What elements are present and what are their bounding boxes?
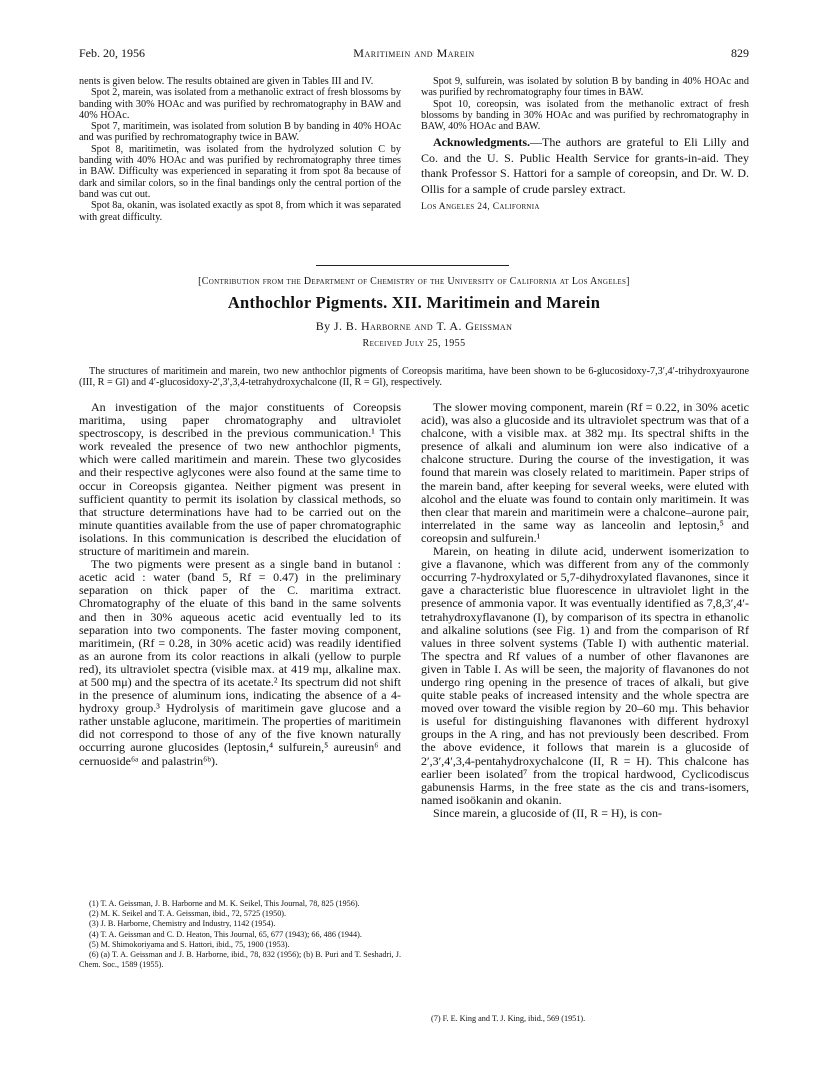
author-name: T. A. Geissman [436, 319, 513, 333]
paragraph: Marein, on heating in dilute acid, underwent isomerization to give a flavanone, which was different from any of the commonly occurring 7-hydroxylated or 5,7-dihydroxylated flavanones, since it gave a characteristic blue fluorescence in ultraviolet light in the presence of ammonia vapor. It was eventually identified as 7,8,3′,4′-tetrahydroxyflavanone (I), by comparison of its spectra in ethanolic and alkaline solutions (see Fig. 1) and from the comparison of Rf values in three solvent systems (Table I) with authentic material. The spectra and Rf values of a number of other flavanones are given in Table I. As will be seen, the majority of flavanones do not undergo ring opening in the presence of traces of alkali, but give quite stable peaks of increased intensity and the whole spectra are moved over toward the visible region by 20–60 mμ. This behavior is useful for distinguishing flavanones with different hydroxyl groups in the A ring, and has not previously been described. From the above evidence, it follows that marein is a glucoside of 2′,3′,4′,3,4-pentahydroxychalcone (II, R = H). This chalcone has earlier been isolated⁷ from the tropical hardwood, Cyclicodiscus gabunensis Harms, in the free state as the cis and trans-isomers, named isoökanin and okanin. [421, 544, 749, 807]
footnote: (5) M. Shimokoriyama and S. Hattori, ibid., 75, 1900 (1953). [89, 939, 290, 949]
body-column-right [421, 401, 749, 820]
footnote: (2) M. K. Seikel and T. A. Geissman, ibid., 72, 5725 (1950). [89, 909, 287, 919]
article-title: Anthochlor Pigments. XII. Maritimein and Marein [227, 293, 601, 312]
paragraph: The slower moving component, marein (Rf = 0.22, in 30% acetic acid), was also a glucoside and its ultraviolet spectrum was that of a chalcone, with a visible max. at 382 mμ. Its spectral shifts in the presence of alkali and aluminum ion were also indicative of a chalcone structure. During the course of the investigation, it was found that marein was closely related to maritimein. Paper strips of the marein band, after keeping for several weeks, were eluted with alcohol and the eluate was found to contain only maritimein. It was then clear that marein and maritimein were a chalcone–aurone pair, interrelated in the same way as lanceolin and leptosin,⁵ and coreopsin and sulfurein.¹ [421, 400, 749, 545]
author-name: J. B. Harborne [333, 319, 412, 333]
abstract: The structures of maritimein and marein, two new anthochlor pigments of Coreopsis maritima, have been shown to be 6-glucosidoxy-7,3′,4′-trihydroxyaurone (III, R = Gl) and 4′-glucosidoxy-2′,3′,3,4-tetrahydroxychalcone (II, R = Gl), respectively. [79, 366, 749, 389]
footnote: (1) T. A. Geissman, J. B. Harborne and M. K. Seikel, This Journal, 78, 825 (1956). [89, 899, 360, 908]
contribution-line: [Contribution from the Department of Chemistry of the University of California at Los Angeles] [198, 276, 630, 287]
author-address: Los Angeles 24, California [421, 202, 540, 213]
paragraph: Spot 7, maritimein, was isolated from solution B by banding in 40% HOAc and was purified by rechromatography twice in BAW. [79, 121, 401, 144]
running-head [79, 46, 749, 62]
running-head-title: Maritimein and Marein [353, 46, 475, 60]
acknowledgments [421, 135, 749, 197]
experimental-continuation-left [79, 76, 401, 223]
acknowledgments-text: —The authors are grateful to Eli Lilly and Co. and the U. S. Public Health Service for grants-in-aid. They thank Professor S. Hattori for a sample of coreopsin, and Dr. W. D. Ollis for a sample of crude parsley extract. [421, 135, 749, 196]
paragraph: Spot 10, coreopsin, was isolated from the methanolic extract of fresh blossoms by banding in 30% HOAc and was purified by rechromatography in BAW, 40% HOAc and BAW. [421, 98, 749, 133]
byline [79, 319, 749, 334]
paragraph: The two pigments were present as a single band in butanol : acetic acid : water (band 5, Rf = 0.47) in the preliminary separation on thick paper of the C. maritima extract. Chromatography of the eluate of this band in the same solvents and then in 30% aqueous acetic acid eventually led to its separation into two components. The faster moving component, maritimein, (Rf = 0.28, in 30% acetic acid) was readily identified as an aurone from its color reactions in alkali (yellow to purple red), its ultraviolet spectra (visible max. at 419 mμ, alkaline max. at 500 mμ) and the spectra of its acetate.² Its spectrum did not shift in the presence of aluminum ions, indicating the absence of a 4-hydroxy group.³ Hydrolysis of maritimein gave glucose and a rather unstable aglucone, maritimein. The properties of maritimein did not correspond to those of any of the five known naturally occurring aurone glucosides (leptosin,⁴ sulfurein,⁵ aureusin⁶ and cernuoside⁶ᵃ and palastrin⁶ᵇ). [79, 557, 401, 768]
paragraph: Spot 9, sulfurein, was isolated by solution B by banding in 40% HOAc and was purified by rechromatography four times in BAW. [421, 76, 749, 99]
footnotes [79, 899, 401, 970]
acknowledgments-heading: Acknowledgments. [433, 135, 531, 150]
footnote: (6) (a) T. A. Geissman and J. B. Harborne, ibid., 78, 832 (1956); (b) B. Puri and T. Seshadri, J. Chem. Soc., 1589 (1955). [79, 950, 401, 970]
paragraph: nents is given below. The results obtained are given in Tables III and IV. [79, 76, 374, 87]
paragraph: An investigation of the major constituents of Coreopsis maritima, using paper chromatography and ultraviolet spectroscopy, is described in the previous communication.¹ This work revealed the presence of two new anthochlor pigments, which were called maritimein and marein. These two glycosides and their respective aglycones were also found at the same time to occur in Coreopsis gigantea. Neither pigment was present in sufficient quantity to permit its isolation by classical methods, so that structure determinations have had to be carried out on the minute quantities available from the use of paper chromatographic isolations. In this communication is described the elucidation of structure of maritimein and marein. [79, 400, 401, 559]
received-date: Received July 25, 1955 [362, 338, 466, 349]
paragraph: Spot 8, maritimetin, was isolated from the hydrolyzed solution C by banding with 40% HOAc and was purified by rechromatography three times in BAW. Difficulty was experienced in separating it from spot 8a because of dark and similar colors, so in the final bandings only the central portion of the band was cut out. [79, 143, 401, 200]
footnote: (7) F. E. King and T. J. King, ibid., 569 (1951). [431, 1014, 586, 1023]
body-column-left [79, 401, 401, 768]
page-number: 829 [731, 46, 749, 60]
byline-by: By [315, 319, 331, 333]
footnote: (3) J. B. Harborne, Chemistry and Industry, 1142 (1954). [89, 919, 276, 929]
paragraph: Spot 2, marein, was isolated from a methanolic extract of fresh blossoms by banding with 30% HOAc and was purified by rechromatography in BAW and 40% HOAc. [79, 87, 401, 121]
paragraph: Since marein, a glucoside of (II, R = H), is con- [433, 805, 663, 820]
experimental-continuation-right [421, 76, 749, 214]
running-head-date: Feb. 20, 1956 [79, 46, 145, 60]
paragraph: Spot 8a, okanin, was isolated exactly as spot 8, from which it was separated with great difficulty. [79, 200, 401, 223]
byline-and: and [414, 319, 434, 333]
section-divider [316, 265, 509, 266]
footnote: (4) T. A. Geissman and C. D. Heaton, This Journal, 65, 677 (1943); 66, 486 (1944). [89, 929, 362, 939]
